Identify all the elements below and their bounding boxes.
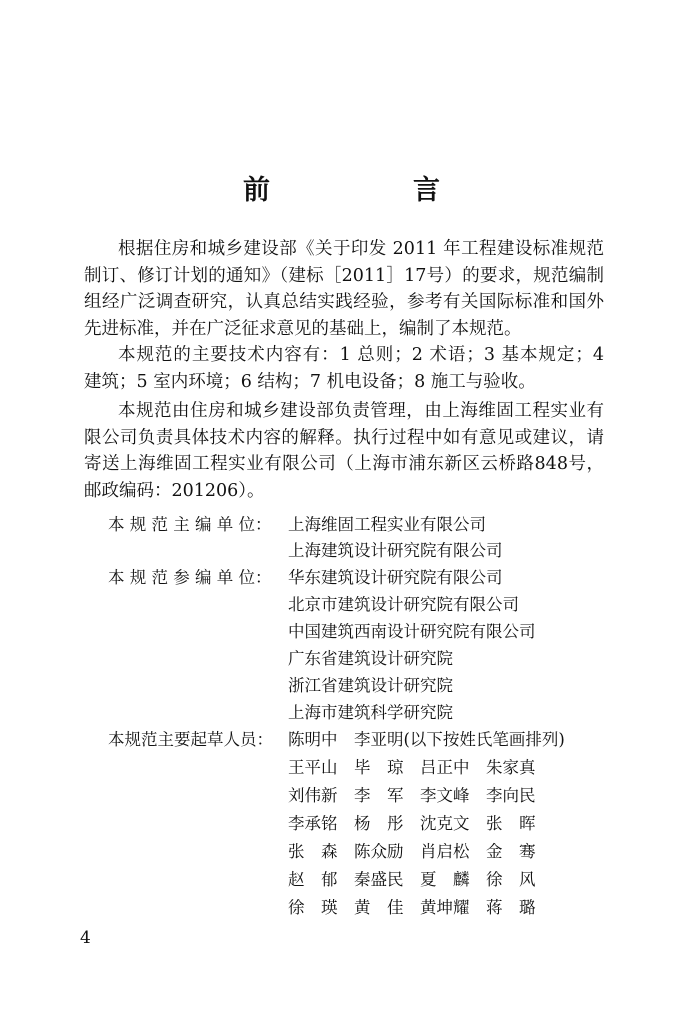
participant-editor-label: 本 规 范 参 编 单 位：	[108, 568, 272, 587]
drafters-row-5: 张 森 陈众励 肖启松 金 骞	[288, 842, 536, 861]
drafters-row-2: 王平山 毕 琼 吕正中 朱家真	[288, 758, 536, 777]
drafters-label: 本规范主要起草人员：	[108, 730, 273, 749]
drafters-row-3: 刘伟新 李 军 李文峰 李向民	[288, 786, 536, 805]
drafters-row-4: 李承铭 杨 彤 沈克文 张 晖	[288, 814, 536, 833]
drafters-row-1: 陈明中 李亚明(以下按姓氏笔画排列)	[288, 730, 565, 749]
drafters-row-7: 徐 瑛 黄 佳 黄坤耀 蒋 璐	[288, 898, 536, 917]
participant-unit-3: 中国建筑西南设计研究院有限公司	[288, 622, 536, 641]
participant-unit-5: 浙江省建筑设计研究院	[288, 676, 453, 695]
drafters-row-6: 赵 郁 秦盛民 夏 麟 徐 风	[288, 870, 536, 889]
page-number: 4	[80, 928, 91, 948]
chief-unit-1: 上海维固工程实业有限公司	[288, 515, 486, 534]
chief-unit-2: 上海建筑设计研究院有限公司	[288, 541, 503, 560]
participant-unit-1: 华东建筑设计研究院有限公司	[288, 568, 503, 587]
paragraph-1: 根据住房和城乡建设部《关于印发 2011 年工程建设标准规范制订、修订计划的通知》（建标［2011］17号）的要求，规范编制组经广泛调查研究，认真总结实践经验，参考有关国际标准和国外先进标准，并在广泛征求意见的基础上，编制了本规范。	[84, 239, 604, 339]
paragraph-2: 本规范的主要技术内容有：1 总则；2 术语；3 基本规定；4 建筑；5 室内环境；6 结构；7 机电设备；8 施工与验收。	[84, 345, 604, 392]
page-title: 前 言	[243, 175, 498, 206]
participant-unit-2: 北京市建筑设计研究院有限公司	[288, 595, 519, 614]
chief-editor-label: 本 规 范 主 编 单 位：	[108, 515, 272, 534]
paragraph-3: 本规范由住房和城乡建设部负责管理，由上海维固工程实业有限公司负责具体技术内容的解释。执行过程中如有意见或建议，请寄送上海维固工程实业有限公司（上海市浦东新区云桥路848号，邮政编码：201206）。	[84, 401, 604, 501]
participant-unit-4: 广东省建筑设计研究院	[288, 649, 453, 668]
participant-unit-6: 上海市建筑科学研究院	[288, 703, 453, 722]
